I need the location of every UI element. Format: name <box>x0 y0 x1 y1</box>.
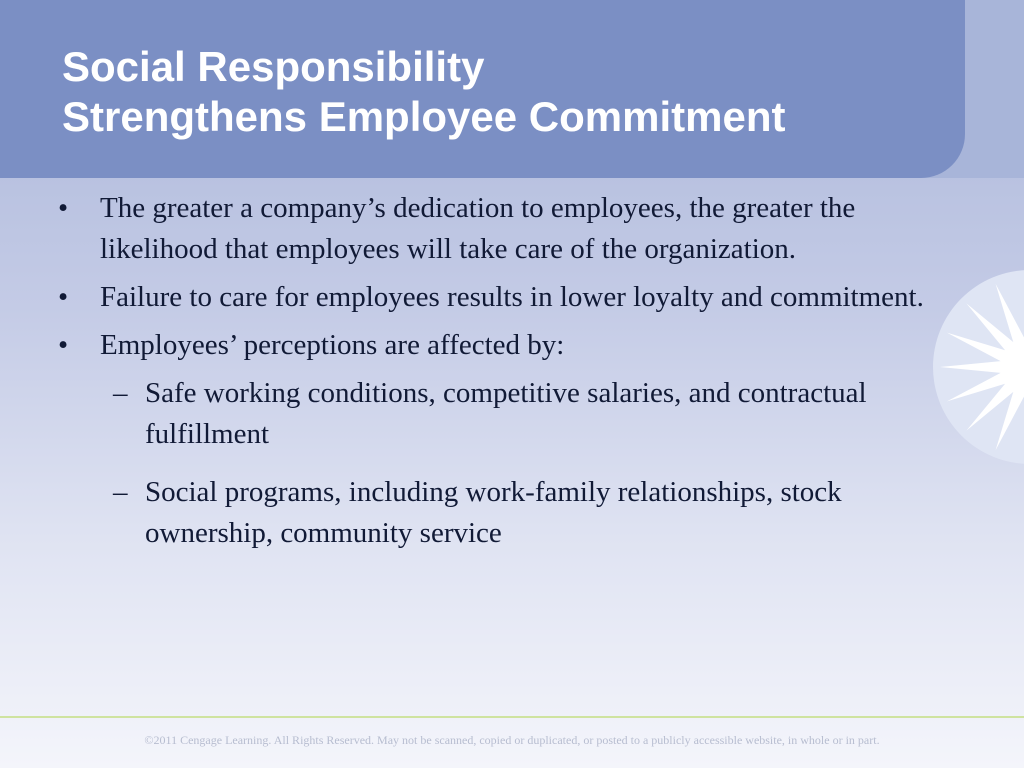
bullet-marker: • <box>58 329 69 361</box>
slide-title <box>62 42 952 142</box>
copyright-footer: ©2011 Cengage Learning. All Rights Reserved. May not be scanned, copied or duplicated, or posted to a publicly accessible website, in whole or in part. <box>144 733 880 747</box>
bullet-item <box>58 277 958 318</box>
title-bar <box>0 0 965 178</box>
bullet-item <box>58 188 958 270</box>
bullet-text: The greater a company’s dedication to employees, the greater the likelihood that employees will take care of the organization. <box>100 192 856 265</box>
bullet-list <box>58 188 958 571</box>
bullet-item <box>58 325 958 366</box>
sub-bullet-item <box>58 373 958 455</box>
sub-bullet-item <box>58 472 958 554</box>
sub-bullet-marker: – <box>113 377 128 409</box>
sub-bullet-text: Safe working conditions, competitive salaries, and contractual fulfillment <box>145 377 867 450</box>
bullet-marker: • <box>58 192 69 224</box>
bullet-text: Failure to care for employees results in lower loyalty and commitment. <box>100 281 924 313</box>
bullet-marker: • <box>58 281 69 313</box>
title-line-2: Strengthens Employee Commitment <box>62 93 786 140</box>
bullet-text: Employees’ perceptions are affected by: <box>100 329 565 361</box>
title-line-1: Social Responsibility <box>62 43 485 90</box>
sub-bullet-marker: – <box>113 476 128 508</box>
footer-divider <box>0 716 1024 718</box>
sub-bullet-text: Social programs, including work-family relationships, stock ownership, community service <box>145 476 842 549</box>
